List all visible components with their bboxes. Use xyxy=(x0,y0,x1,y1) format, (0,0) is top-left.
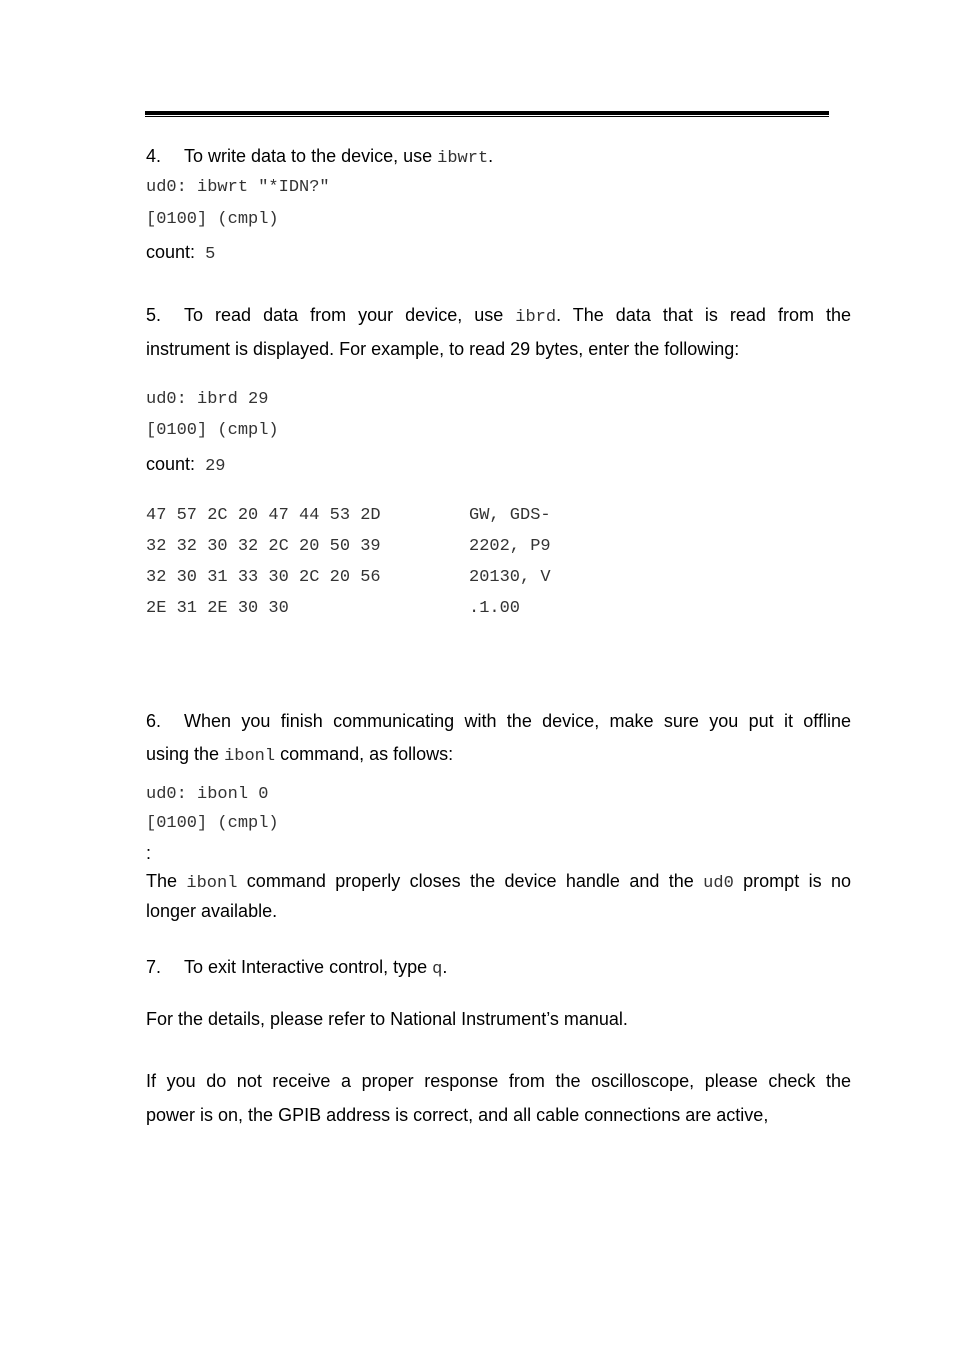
step5-line2: instrument is displayed. For example, to read 29 bytes, enter the following: xyxy=(146,339,740,359)
code-line: ud0: ibrd 29 xyxy=(146,390,269,409)
step7-text: To exit Interactive control, type xyxy=(184,957,433,977)
troubleshoot-line1: If you do not receive a proper response from the oscilloscope, please check the xyxy=(146,1071,851,1091)
code-line: [0100] (cmpl) xyxy=(146,814,279,833)
step-number: 4. xyxy=(146,146,162,166)
ascii-row: 2202, P9 xyxy=(469,537,551,556)
count-line xyxy=(146,453,225,478)
header-rule-thin xyxy=(145,116,829,117)
inline-command: q xyxy=(432,960,443,979)
step6-instruction xyxy=(146,710,851,732)
note-text: command properly closes the device handle and the xyxy=(237,871,704,891)
note-text: The xyxy=(146,871,187,891)
ascii-row: 20130, V xyxy=(469,568,551,587)
punctuation: . xyxy=(442,957,448,977)
code-line: ud0: ibonl 0 xyxy=(146,785,269,804)
step6-line2 xyxy=(146,743,453,768)
step5-text-cont: . The data that is read from the xyxy=(556,305,851,325)
step4-text: To write data to the device, use xyxy=(184,146,438,166)
note-line2: longer available. xyxy=(146,901,278,921)
hex-row: 32 30 31 33 30 2C 20 56 xyxy=(146,568,381,587)
step4-instruction xyxy=(146,145,493,170)
troubleshoot-line2: power is on, the GPIB address is correct, and all cable connections are active, xyxy=(146,1105,769,1125)
colon-line: : xyxy=(146,843,152,863)
header-rule xyxy=(145,111,829,115)
inline-command: ibonl xyxy=(186,874,238,893)
code-line: ud0: ibwrt "*IDN?" xyxy=(146,178,330,197)
step7-instruction xyxy=(146,956,447,981)
step6-text-end: command, as follows: xyxy=(275,744,454,764)
step-number: 7. xyxy=(146,957,162,977)
step5-instruction xyxy=(146,304,851,329)
punctuation: . xyxy=(488,146,494,166)
note-text: prompt is no xyxy=(733,871,851,891)
ibonl-note xyxy=(146,870,851,895)
hex-row: 32 32 30 32 2C 20 50 39 xyxy=(146,537,381,556)
count-label: count: xyxy=(146,242,196,262)
count-line xyxy=(146,241,215,266)
step5-text: To read data from your device, use xyxy=(184,305,516,325)
details-paragraph: For the details, please refer to National Instrument’s manual. xyxy=(146,1009,628,1029)
step6-text-cont: using the xyxy=(146,744,225,764)
inline-command: ibwrt xyxy=(437,149,489,168)
ascii-row: GW, GDS- xyxy=(469,506,551,525)
inline-command: ibonl xyxy=(224,747,276,766)
ascii-row: .1.00 xyxy=(469,599,521,618)
count-label: count: xyxy=(146,454,196,474)
step6-text: When you finish communicating with the device, make sure you put it offline xyxy=(184,711,851,731)
count-value: 5 xyxy=(205,245,216,264)
code-line: [0100] (cmpl) xyxy=(146,421,279,440)
hex-row: 2E 31 2E 30 30 xyxy=(146,599,289,618)
hex-row: 47 57 2C 20 47 44 53 2D xyxy=(146,506,381,525)
inline-command: ibrd xyxy=(515,308,557,327)
code-line: [0100] (cmpl) xyxy=(146,210,279,229)
step-number: 5. xyxy=(146,305,162,325)
count-value: 29 xyxy=(205,457,226,476)
inline-command: ud0 xyxy=(703,874,734,893)
step-number: 6. xyxy=(146,711,162,731)
